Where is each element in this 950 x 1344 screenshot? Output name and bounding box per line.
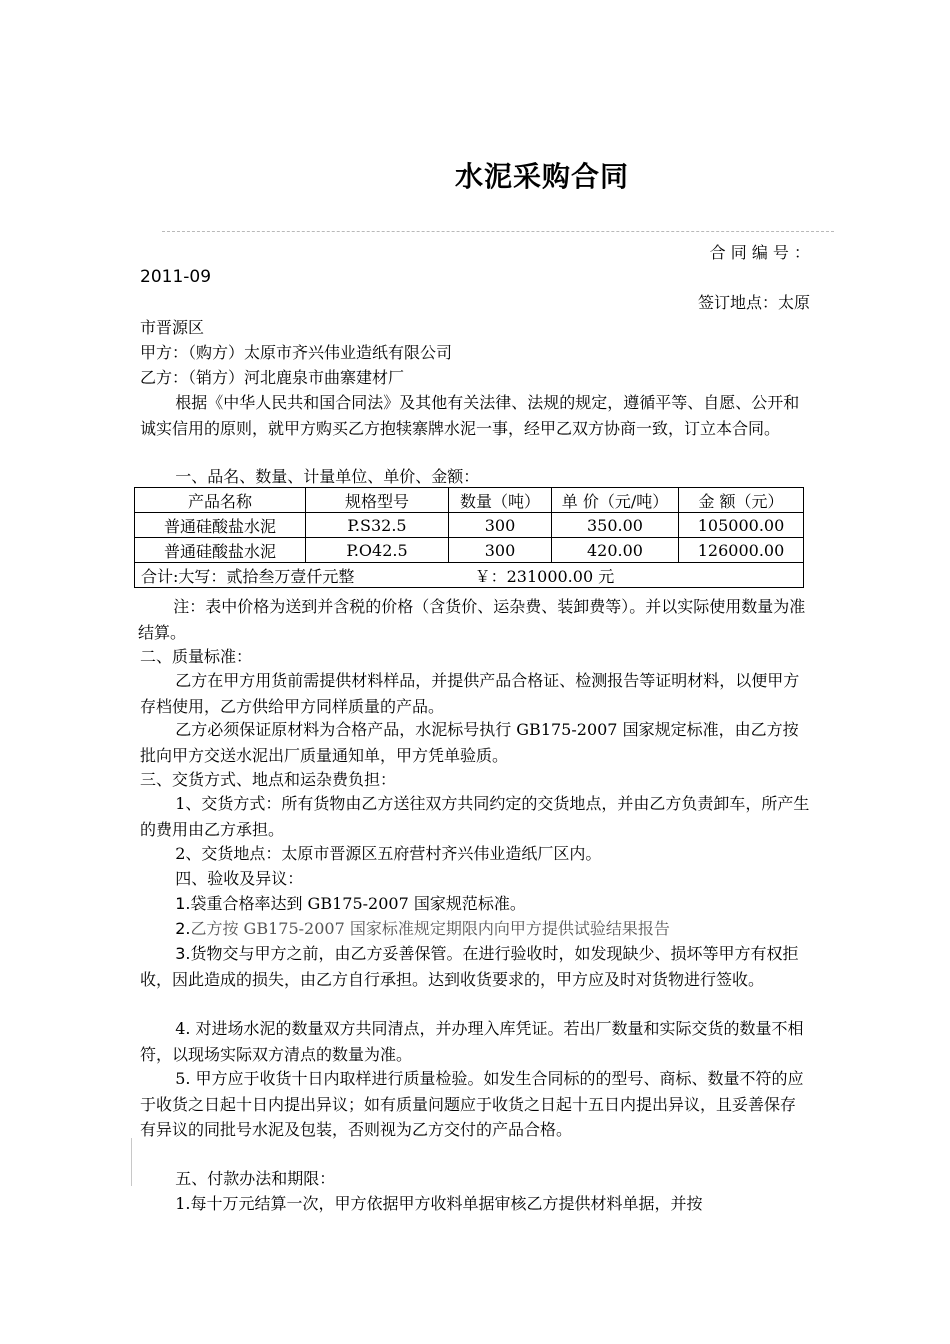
goods-table xyxy=(134,487,804,588)
section-3-heading: 三、交货方式、地点和运杂费负担： xyxy=(140,770,397,789)
cell-unit-price: 350.00 xyxy=(552,513,679,538)
cell-spec: P.S32.5 xyxy=(306,513,449,538)
cell-amount: 126000.00 xyxy=(679,538,804,563)
section-3-paragraph-2 xyxy=(140,841,810,867)
dashed-divider xyxy=(162,231,834,232)
document-title: 水泥采购合同 xyxy=(454,160,629,193)
section-5-title xyxy=(140,1166,810,1192)
preamble-text: 根据《中华人民共和国合同法》及其他有关法律、法规的规定，遵循平等、自愿、公开和诚实信用的原则，就甲方购买乙方抱犊寨牌水泥一事，经甲乙双方协商一致，订立本合同。 xyxy=(140,393,800,438)
item-5-text: 5. 甲方应于收货十日内取样进行质量检验。如发生合同标的的型号、商标、数量不符的应于收货之日起十日内提出异议；如有质量问题应于收货之日起十五日内提出异议，且妥善保存有异议的同批号水泥及包装，否则视为乙方交付的产品合格。 xyxy=(140,1069,804,1139)
section-4-item-2 xyxy=(140,916,810,942)
contract-number-label: 合 同 编 号 ： xyxy=(709,243,810,262)
section-2-text-2: 乙方必须保证原材料为合格产品，水泥标号执行 GB175-2007 国家规定标准，由乙方按批向甲方交送水泥出厂质量通知单，甲方凭单验质。 xyxy=(140,720,799,765)
col-header-quantity: 数量（吨） xyxy=(449,488,552,513)
cell-product: 普通硅酸盐水泥 xyxy=(135,538,306,563)
cell-quantity: 300 xyxy=(449,513,552,538)
table-row xyxy=(135,538,804,563)
item-4-text: 4. 对进场水泥的数量双方共同清点，并办理入库凭证。若出厂数量和实际交货的数量不相符，以现场实际双方清点的数量为准。 xyxy=(140,1019,804,1064)
sign-place-label: 签订地点：太原 xyxy=(697,293,810,312)
table-note xyxy=(138,594,810,645)
party-a: 甲方：（购方）太原市齐兴伟业造纸有限公司 xyxy=(140,343,453,362)
item-1-text: 袋重合格率达到 GB175-2007 国家规范标准。 xyxy=(190,894,526,913)
cell-spec: P.O42.5 xyxy=(306,538,449,563)
section-4-item-3 xyxy=(140,941,810,992)
item-1-number: 1. xyxy=(175,894,191,913)
col-header-spec: 规格型号 xyxy=(306,488,449,513)
item-2-number: 2. xyxy=(175,919,191,938)
section-4-heading: 四、验收及异议： xyxy=(175,869,304,888)
total-amount: ￥：231000.00 元 xyxy=(474,566,615,586)
item-3-number: 3. xyxy=(175,944,191,963)
section-3-text-2: 2、交货地点：太原市晋源区五府营村齐兴伟业造纸厂区内。 xyxy=(175,844,602,863)
table-row xyxy=(135,513,804,538)
cell-amount: 105000.00 xyxy=(679,513,804,538)
section-3-paragraph-1 xyxy=(140,791,810,842)
section-2-paragraph-1 xyxy=(140,668,810,719)
section-4-item-5 xyxy=(140,1066,810,1143)
cell-quantity: 300 xyxy=(449,538,552,563)
item-2-text: 乙方按 GB175-2007 国家标准规定期限内向甲方提供试验结果报告 xyxy=(190,919,670,938)
section-2-heading: 二、质量标准： xyxy=(140,647,253,666)
item-3-text: 货物交与甲方之前，由乙方妥善保管。在进行验收时，如发现缺少、损坏等甲方有权拒收，因此造成的损失，由乙方自行承担。达到收货要求的，甲方应及时对货物进行签收。 xyxy=(140,944,799,989)
section-1-heading: 一、品名、数量、计量单位、单价、金额： xyxy=(175,467,480,486)
table-header-row xyxy=(135,488,804,513)
section-3-text-1: 1、交货方式：所有货物由乙方送往双方共同约定的交货地点，并由乙方负责卸车，所产生的费用由乙方承担。 xyxy=(140,794,810,839)
section-5-heading: 五、付款办法和期限： xyxy=(175,1169,336,1188)
section-2-paragraph-2 xyxy=(140,717,810,768)
table-total-row xyxy=(135,563,804,588)
total-in-words: 合计:大写：贰拾叁万壹仟元整 xyxy=(141,566,355,586)
party-b: 乙方：（销方）河北鹿泉市曲寨建材厂 xyxy=(140,368,405,387)
section-5-text-1: 1.每十万元结算一次，甲方依据甲方收料单据审核乙方提供材料单据，并按 xyxy=(175,1194,703,1213)
section-4-item-1 xyxy=(140,891,810,917)
section-4-title xyxy=(140,866,810,892)
cell-unit-price: 420.00 xyxy=(552,538,679,563)
section-1-title xyxy=(140,464,810,490)
total-cell xyxy=(135,563,804,588)
section-5-paragraph-1 xyxy=(140,1191,810,1217)
section-4-item-4 xyxy=(140,1016,810,1067)
sign-place-continued: 市晋源区 xyxy=(140,318,205,337)
preamble-paragraph xyxy=(140,390,810,441)
margin-bar xyxy=(131,1138,132,1186)
table-note-text: 注：表中价格为送到并含税的价格（含货价、运杂费、装卸费等）。并以实际使用数量为准结算。 xyxy=(138,597,806,642)
col-header-unit-price: 单 价（元/吨） xyxy=(552,488,679,513)
contract-number-value: 2011-09 xyxy=(140,267,212,287)
col-header-product: 产品名称 xyxy=(135,488,306,513)
section-2-text-1: 乙方在甲方用货前需提供材料样品，并提供产品合格证、检测报告等证明材料，以便甲方存档使用，乙方供给甲方同样质量的产品。 xyxy=(140,671,800,716)
col-header-amount: 金 额（元） xyxy=(679,488,804,513)
cell-product: 普通硅酸盐水泥 xyxy=(135,513,306,538)
